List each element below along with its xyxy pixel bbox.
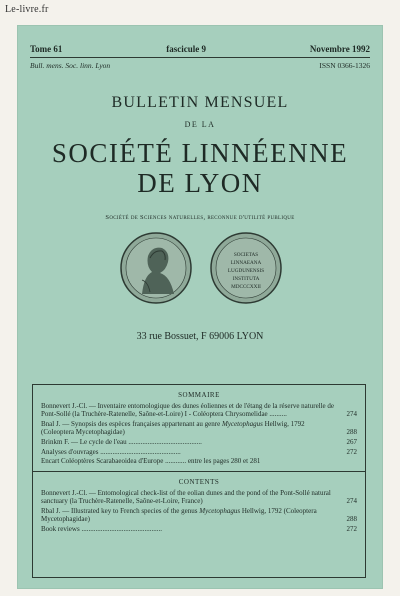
- toc-page: 274: [346, 410, 357, 419]
- journal-abbreviation: Bull. mens. Soc. linn. Lyon: [30, 61, 111, 70]
- toc-author: Bonnevert J.-Cl.: [41, 402, 88, 411]
- meta-divider: [30, 57, 370, 58]
- table-of-contents-box: [32, 384, 366, 578]
- toc-page: 288: [346, 514, 357, 523]
- fascicle-number: fascicule 9: [166, 44, 207, 54]
- contents-heading: CONTENTS: [178, 477, 220, 486]
- society-title-line1: SOCIÉTÉ LINNÉENNE: [51, 138, 349, 168]
- society-title-line2: DE LYON: [137, 168, 263, 198]
- medal-line-4: INSTITUTA: [232, 276, 260, 282]
- toc-entry: Analyses d'ouvrages .............................................. 272: [41, 447, 357, 456]
- toc-page: 274: [346, 497, 357, 506]
- toc-entry: [33, 457, 365, 465]
- society-address: 33 rue Bossuet, F 69006 LYON: [136, 331, 264, 342]
- toc-title: — Inventaire entomologique des dunes éoliennes et de l'étang de la réserve naturelle de Pont-Sollé (la Truchère-Ratenelle, Saône-et-Loire) I - Coléoptera Chrysomelidae: [41, 402, 335, 419]
- toc-page: 272: [346, 524, 357, 533]
- toc-title: — Le cycle de l'eau: [69, 438, 127, 447]
- volume-number: Tome 61: [30, 44, 63, 54]
- toc-title: — Illustrated key to French species of the genus: [60, 506, 200, 515]
- toc-author: Brinkm F.: [41, 438, 70, 447]
- issue-meta-row: [30, 44, 370, 54]
- toc-entry: Book reviews .............................................. 272: [41, 524, 357, 533]
- toc-entry: Bonnevert J.-Cl. — Inventaire entomologique des dunes éoliennes et de l'étang de la réserve naturelle de Pont-Sollé (la Truchère-Ratenelle, Saône-et-Loire) I - Coléoptera Chrysomelidae .......... 274: [41, 402, 357, 419]
- medal-line-2: LINNAEANA: [230, 260, 262, 266]
- toc-genus: Mycetophagus: [199, 506, 241, 515]
- toc-title: — Synopsis des espèces françaises appartenant au genre: [60, 420, 222, 429]
- bulletin-title: BULLETIN MENSUEL: [111, 94, 289, 111]
- toc-title-tail: Hellwig, 1792 (Coleoptera Mycetophagidae): [41, 420, 305, 437]
- medal-line-3: LUGDUNENSIS: [227, 268, 265, 274]
- medal-line-1: SOCIETAS: [233, 252, 259, 258]
- toc-title-tail: Hellwig, 1792 (Coleoptera Mycetophagidae): [41, 506, 317, 523]
- toc-title: — Entomological check-list of the eolian dunes and the pond of the Pont-Sollé natural sanctuary (la Truchère-Ratenelle, Saône-et-Loire, France): [41, 488, 331, 506]
- toc-entry: [33, 420, 365, 436]
- issn: ISSN 0366-1326: [319, 61, 370, 70]
- toc-author: Rbal J.: [41, 506, 61, 515]
- toc-page: 267: [346, 438, 357, 447]
- toc-page: 288: [346, 428, 357, 437]
- society-title: [18, 138, 382, 198]
- toc-entry: [33, 507, 365, 523]
- toc-page: 272: [346, 447, 357, 456]
- toc-author: Book reviews: [41, 524, 80, 533]
- society-subtitle: Société de Sciences naturelles, reconnue d'utilité publique: [105, 214, 295, 221]
- society-seal-medal-icon: [210, 232, 282, 304]
- toc-author: Bnal J.: [41, 420, 61, 429]
- linnaeus-portrait-medal-icon: [120, 232, 192, 304]
- sommaire-heading: SOMMAIRE: [178, 391, 220, 399]
- watermark-text: Le-livre.fr: [5, 4, 49, 15]
- toc-entry: Brinkm F. — Le cycle de l'eau .......................................... 267: [41, 438, 357, 447]
- toc-genus: Mycetophagus: [221, 420, 263, 429]
- medal-line-5: MDCCCXXII: [231, 284, 261, 290]
- toc-title: ............ entre les pages 280 et 281: [163, 457, 261, 466]
- toc-author: Analyses d'ouvrages: [41, 447, 99, 456]
- title-de-la: DE LA: [184, 120, 216, 129]
- toc-author: Bonnevert J.-Cl.: [41, 488, 88, 497]
- toc-author: Encart Coléoptères Scarabaeoidea d'Europe: [41, 457, 164, 466]
- issue-date: Novembre 1992: [309, 44, 370, 54]
- section-divider: [33, 471, 365, 472]
- toc-entry: [33, 489, 365, 505]
- issn-row: [30, 61, 370, 70]
- journal-cover: [18, 26, 382, 588]
